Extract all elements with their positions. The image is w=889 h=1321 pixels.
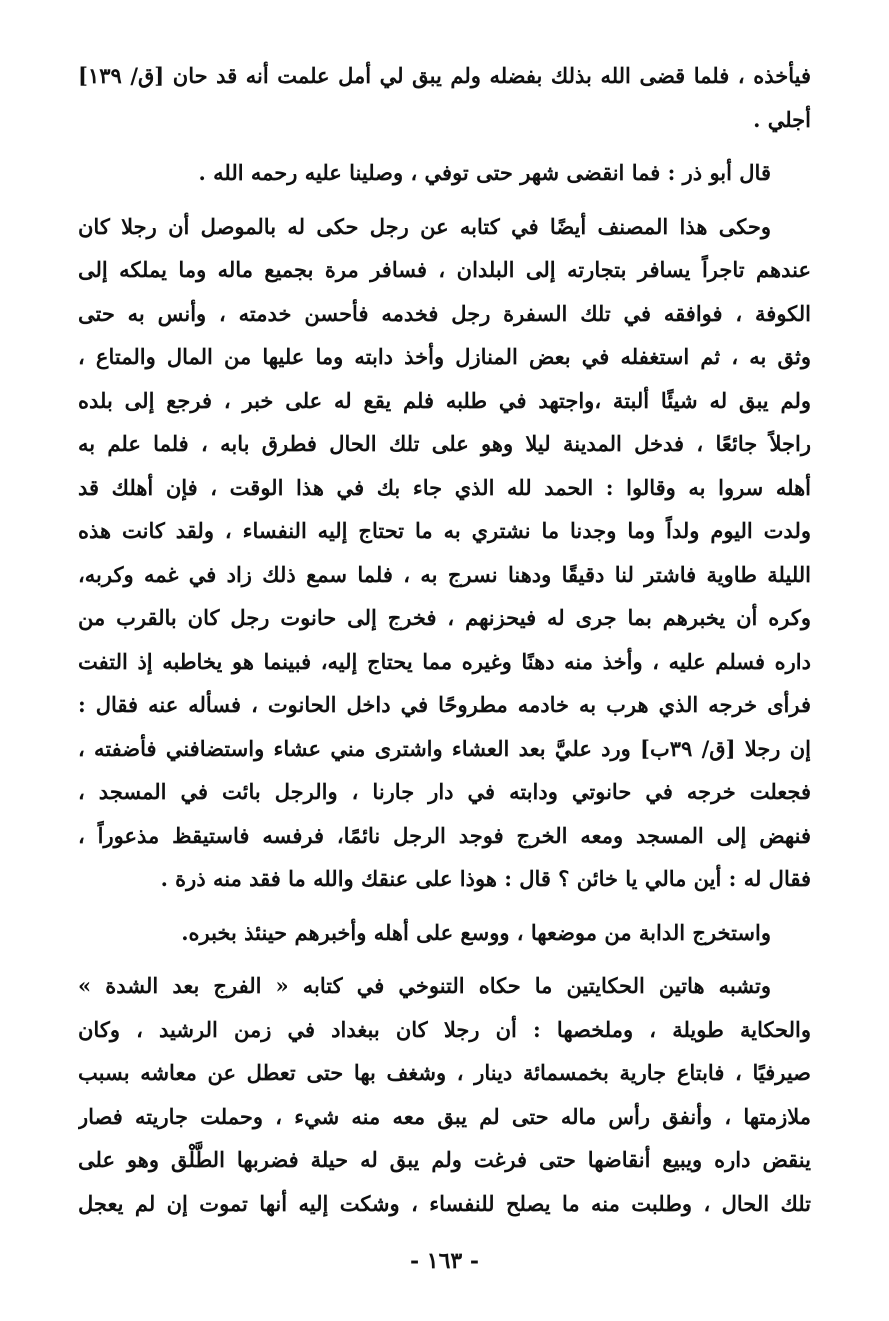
text-line: راجلاً جائعًا ، فدخل المدينة ليلا وهو على تلك الحال فطرق بابه ، فلما علم به [78,431,811,456]
text-line: وكره أن يخبرهم بما جرى له فيحزنهم ، فخرج إلى حانوت رجل كان بالقرب من [78,605,811,630]
text-line: أجلي . [753,106,811,132]
text-line: إن رجلا [ق/ ٣٩ب] ورد عليَّ بعد العشاء واشترى مني عشاء واستضافني فأضفته ، [78,735,811,761]
paragraph-2 [78,151,811,195]
text-line: وحكى هذا المصنف أيضًا في كتابه عن رجل حكى له بالموصل أن رجلا كان [78,213,771,239]
text-line: داره فسلم عليه ، وأخذ منه دهنًا وغيره مما يحتاج إليه، فبينما هو يخاطبه إذ التفت [78,648,811,674]
text-line: وثق به ، ثم استغفله في بعض المنازل وأخذ دابته وما عليها من المال والمتاع ، [78,344,811,369]
page-number: - ١٦٣ - [409,1248,480,1274]
page-body [78,54,811,1225]
text-line: ولم يبق له شيئًا ألبتة ،واجتهد في طلبه فلم يقع له على خبر ، فرجع إلى بلده [78,387,811,413]
text-line: فجعلت خرجه في حانوتي ودابته في دار جارنا ، والرجل بائت في المسجد ، [78,779,811,804]
text-line: فنهض إلى المسجد ومعه الخرج فوجد الرجل نائمًا، فرفسه فاستيقظ مذعوراً ، [78,822,811,848]
text-line: قال أبو ذر : فما انقضى شهر حتى توفي ، وصلينا عليه رحمه الله . [198,160,771,185]
text-line: ملازمتها ، وأنفق رأس ماله حتى لم يبق معه منه شيء ، وحملت جاريته فصار [78,1103,811,1129]
paragraph-4 [78,911,811,955]
text-line: صيرفيًا ، فابتاع جارية بخمسمائة دينار ، وشغف بها حتى تعطل عن معاشه بسبب [78,1060,811,1085]
text-line: الليلة طاوية فاشتر لنا دقيقًا ودهنا نسرج به ، فلما سمع ذلك زاد في غمه وكربه، [78,561,811,587]
text-line: وتشبه هاتين الحكايتين ما حكاه التنوخي في كتابه « الفرج بعد الشدة » [78,973,771,998]
text-line: فرأى خرجه الذي هرب به خادمه مطروحًا في داخل الحانوت ، فسأله عنه فقال : [78,692,811,717]
text-line: ينقض داره ويبيع أنقاضها حتى فرغت ولم يبق له حيلة فضربها الطَّلْق وهو على [78,1147,811,1172]
text-line: والحكاية طويلة ، وملخصها : أن رجلا كان ببغداد في زمن الرشيد ، وكان [78,1016,811,1042]
paragraph-5 [78,964,811,1225]
paragraph-1 [78,54,811,141]
text-line: فقال له : أين مالي يا خائن ؟ قال : هوذا على عنقك والله ما فقد منه ذرة . [160,866,811,891]
text-line: الكوفة ، فوافقه في تلك السفرة رجل فخدمه فأحسن خدمته ، وأنس به حتى [78,300,811,326]
text-line: أهله سروا به وقالوا : الحمد لله الذي جاء بك في هذا الوقت ، فإن أهلك قد [78,474,811,500]
paragraph-3 [78,205,811,901]
text-line: عندهم تاجراً يسافر بتجارته إلى البلدان ، فسافر مرة بجميع ماله وما يملكه إلى [78,257,811,282]
text-line: تلك الحال ، وطلبت منه ما يصلح للنفساء ، وشكت إليه أنها تموت إن لم يعجل [78,1190,811,1216]
text-line: واستخرج الدابة من موضعها ، ووسع على أهله وأخبرهم حينئذ بخبره. [181,919,771,945]
text-line: ولدت اليوم ولداً وما وجدنا ما نشتري به ما تحتاج إليه النفساء ، ولقد كانت هذه [78,518,811,543]
text-line: فيأخذه ، فلما قضى الله بذلك بفضله ولم يبق لي أمل علمت أنه قد حان [ق/ ١٣٩] [78,63,811,88]
